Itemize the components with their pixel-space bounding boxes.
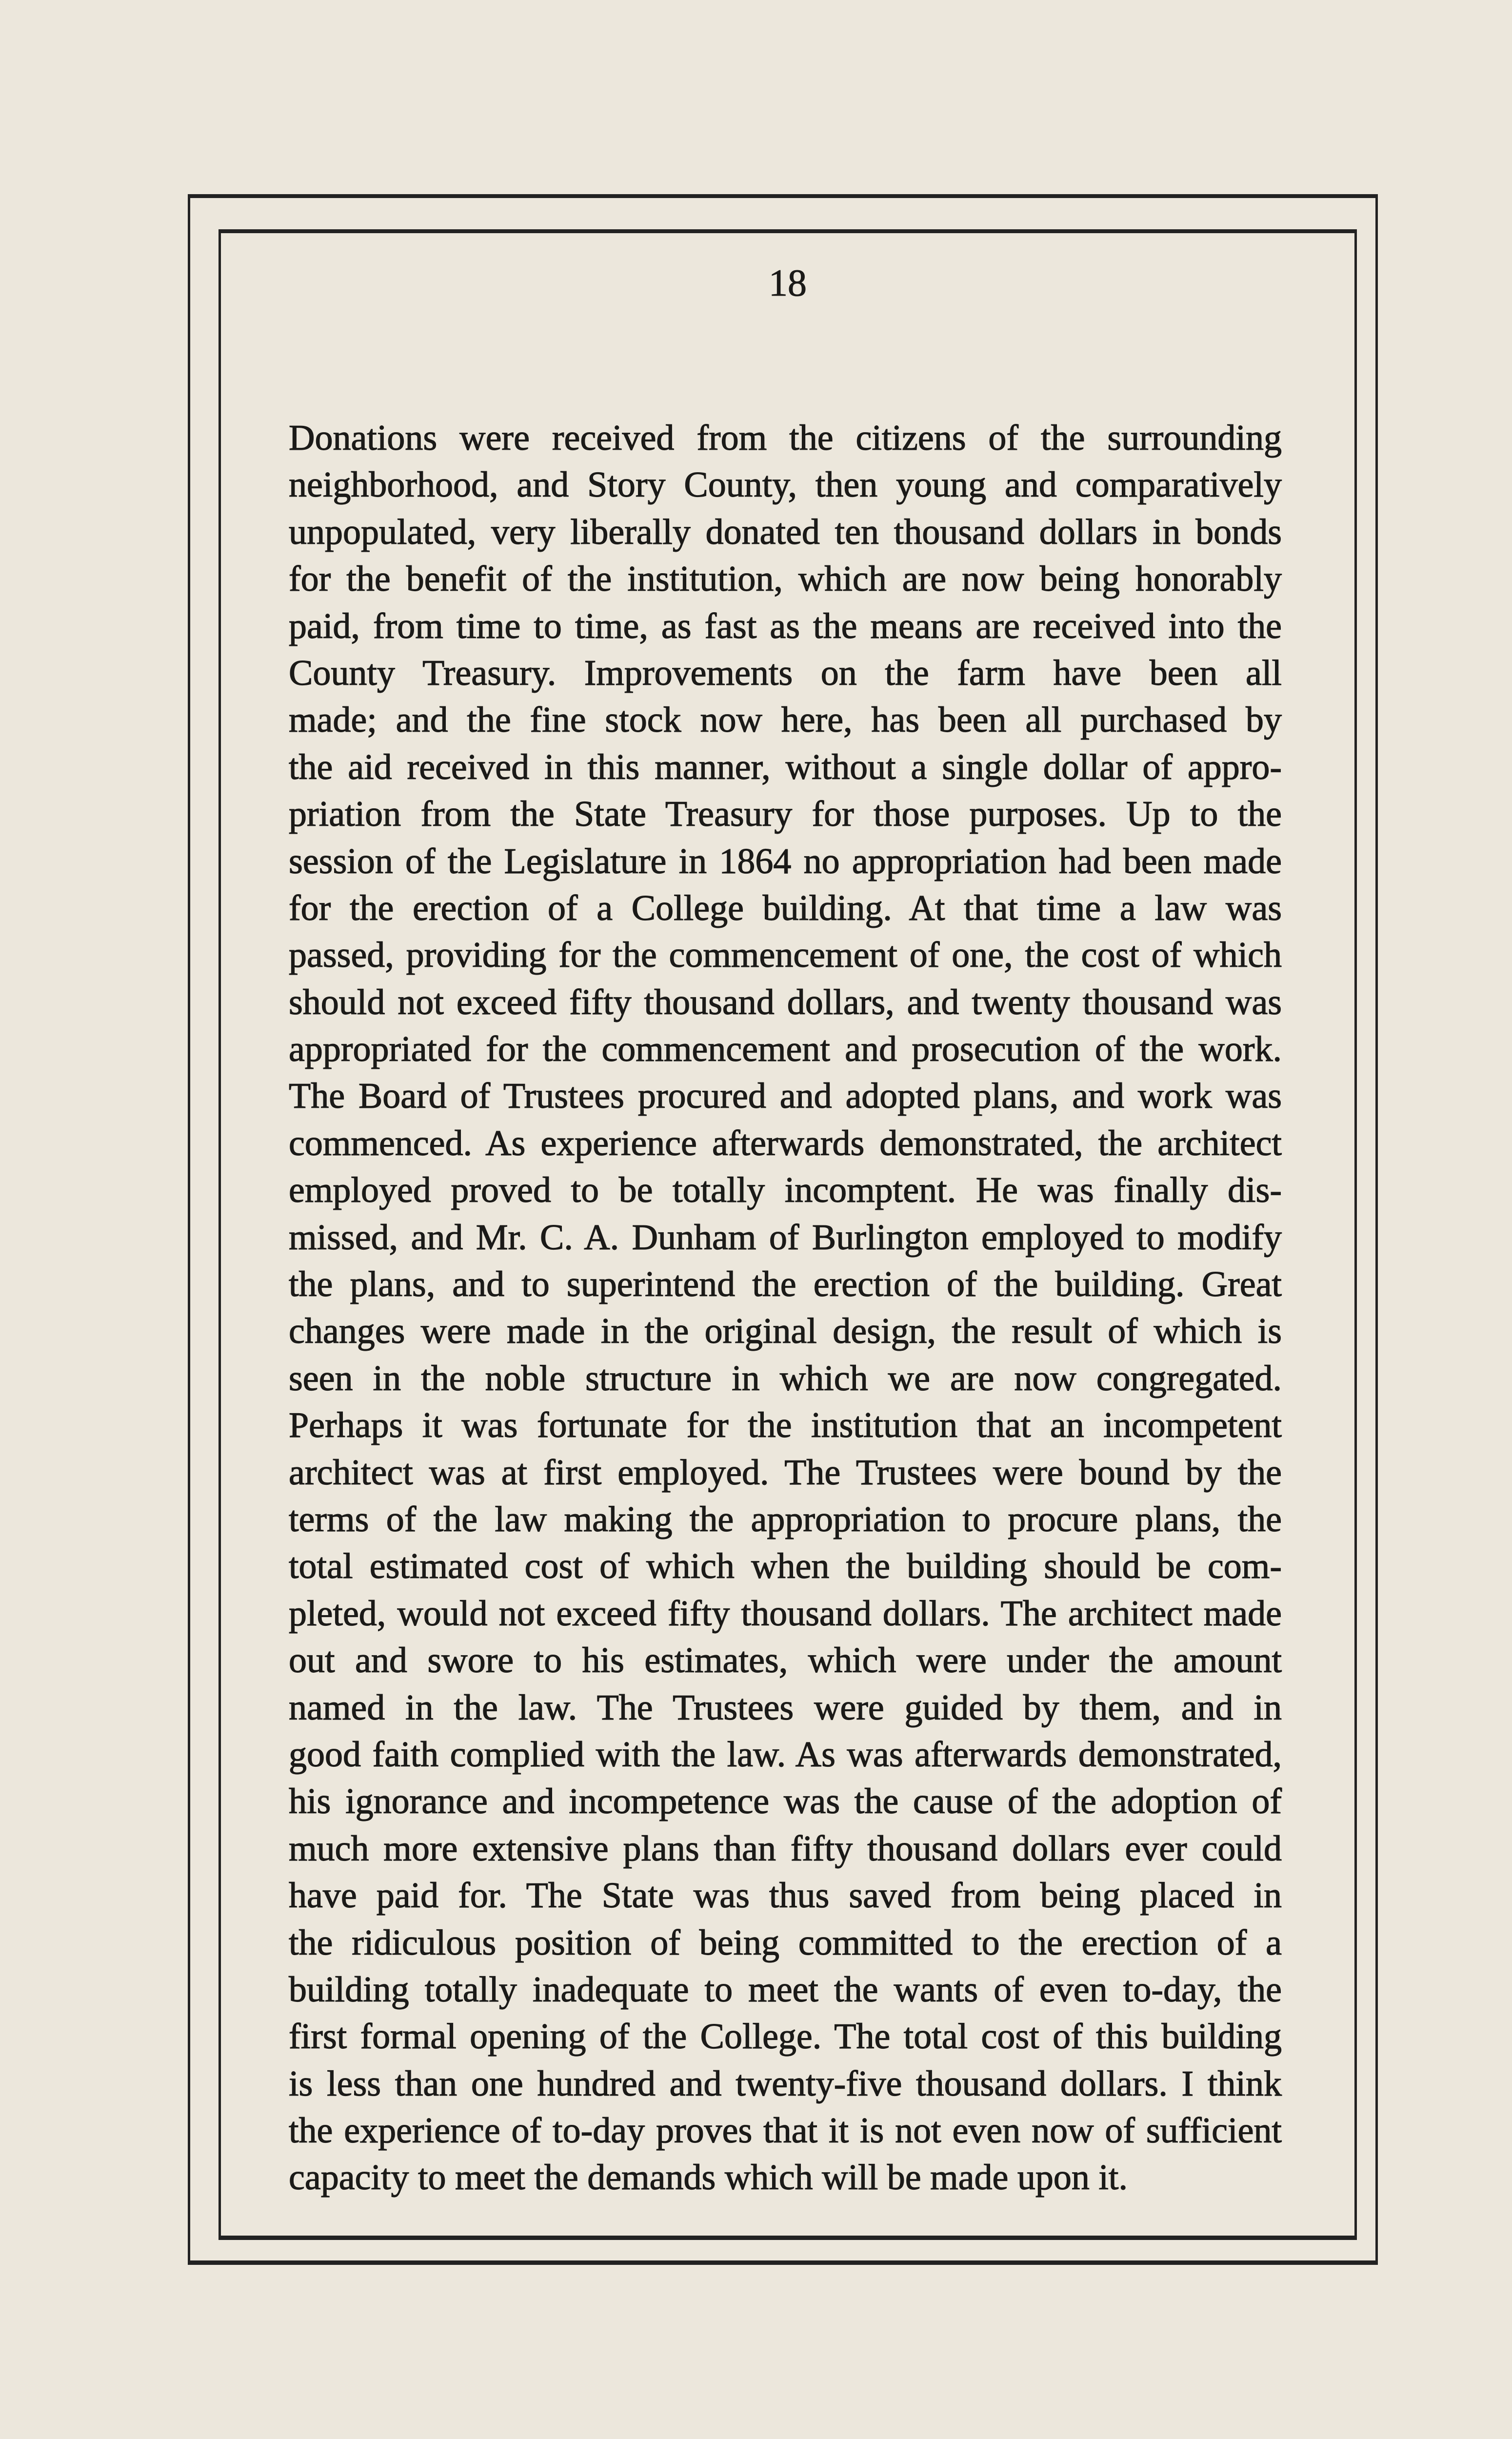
text-line: commenced. As experience afterwards demonstrated, the architect: [289, 1123, 1282, 1163]
text-line: the aid received in this manner, without a single dollar of appro-: [289, 747, 1282, 787]
text-line: passed, providing for the commencement of one, the cost of which: [289, 935, 1282, 976]
page-number: 18: [769, 261, 807, 304]
text-line: first formal opening of the College. The total cost of this building: [289, 2017, 1282, 2057]
text-line: paid, from time to time, as fast as the means are received into the: [289, 606, 1282, 646]
text-line: the plans, and to superintend the erection of the building. Great: [289, 1264, 1282, 1305]
body-text: [289, 415, 1282, 2201]
text-line: Perhaps it was fortunate for the institution that an incompetent: [289, 1405, 1282, 1446]
text-line: County Treasury. Improvements on the farm have been all: [289, 653, 1282, 693]
text-line: priation from the State Treasury for those purposes. Up to the: [289, 794, 1282, 835]
text-line: is less than one hundred and twenty-five thousand dollars. I think: [289, 2063, 1282, 2104]
text-line: capacity to meet the demands which will be made upon it.: [289, 2158, 1128, 2198]
text-line: named in the law. The Trustees were guided by them, and in: [289, 1687, 1282, 1728]
text-line: much more extensive plans than fifty thousand dollars ever could: [289, 1828, 1282, 1869]
text-line: missed, and Mr. C. A. Dunham of Burlington employed to modify: [289, 1217, 1282, 1258]
text-line: total estimated cost of which when the building should be com-: [289, 1546, 1282, 1587]
text-line: unpopulated, very liberally donated ten thousand dollars in bonds: [289, 512, 1282, 552]
text-line: pleted, would not exceed fifty thousand dollars. The architect made: [289, 1593, 1282, 1634]
text-line: good faith complied with the law. As was afterwards demonstrated,: [289, 1734, 1282, 1775]
text-line: made; and the fine stock now here, has been all purchased by: [289, 700, 1282, 740]
text-line: architect was at first employed. The Trustees were bound by the: [289, 1452, 1282, 1493]
text-line: changes were made in the original design, the result of which is: [289, 1311, 1282, 1352]
text-line: Donations were received from the citizens of the surrounding: [289, 418, 1282, 458]
text-line: for the benefit of the institution, which are now being honorably: [289, 559, 1282, 600]
text-line: appropriated for the commencement and prosecution of the work.: [289, 1029, 1282, 1070]
text-line: employed proved to be totally incomptent. He was finally dis-: [289, 1170, 1282, 1211]
text-line: should not exceed fifty thousand dollars, and twenty thousand was: [289, 982, 1282, 1022]
text-line: his ignorance and incompetence was the cause of the adoption of: [289, 1781, 1282, 1822]
text-line: have paid for. The State was thus saved from being placed in: [289, 1876, 1282, 1916]
text-line: for the erection of a College building. At that time a law was: [289, 888, 1282, 928]
text-line: session of the Legislature in 1864 no appropriation had been made: [289, 841, 1282, 881]
text-line: neighborhood, and Story County, then young and comparatively: [289, 465, 1282, 505]
text-line: terms of the law making the appropriation to procure plans, the: [289, 1499, 1282, 1539]
text-line: building totally inadequate to meet the wants of even to-day, the: [289, 1969, 1282, 2010]
text-line: seen in the noble structure in which we are now congregated.: [289, 1358, 1282, 1399]
text-line: the experience of to-day proves that it is not even now of sufficient: [289, 2111, 1282, 2151]
text-line: the ridiculous position of being committed to the erection of a: [289, 1922, 1282, 1963]
text-line: The Board of Trustees procured and adopted plans, and work was: [289, 1076, 1282, 1117]
text-line: out and swore to his estimates, which were under the amount: [289, 1640, 1282, 1681]
